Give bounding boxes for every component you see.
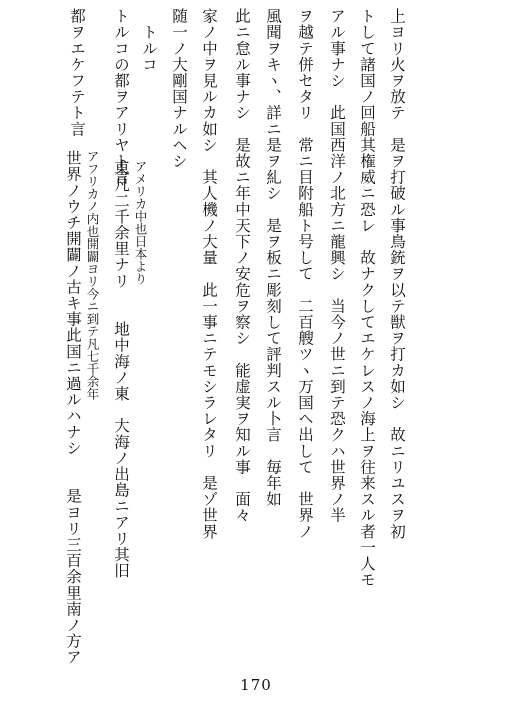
text-line-5: 風聞ヲキヽ、詳ニ是ヲ糺シ 是ヲ板ニ彫刻して評判スル卜言 毎年如	[264, 8, 282, 508]
page-number: 170	[240, 676, 272, 694]
text-line-8: 随一ノ大剛国ナルヘシ	[170, 8, 188, 169]
annotation-note-1: アメリカ中也日本より	[133, 160, 148, 285]
text-line-13: 世界ノウチ開闢ノ古キ事此国ニ過ルハナシ 是ヨリ三百余里南ノ方ア	[64, 150, 82, 666]
text-line-12: 都ヲエケフテト言	[68, 8, 86, 137]
text-line-6: 此ニ怠ル事ナシ 是故ニ年中天下ノ安危ヲ察シ 能虚実ヲ知ル事 面々	[233, 8, 251, 524]
text-line-4: ヲ越テ併セタリ 常ニ目附船ト号して 二百艘ツヽ万国ヘ出して 世界ノ	[296, 8, 314, 540]
text-line-2: トして諸国ノ回船其権威ニ恐レ 故ナクしてエケレスノ海上ヲ往来スル者一人モ	[358, 8, 376, 588]
text-line-10: トルコの都ヲアリヤト言	[112, 8, 130, 186]
text-line-7: 家ノ中ヲ見ルカ如シ 其人機ノ大量 此一事ニテモシラレタリ 是ゾ世界	[200, 8, 218, 540]
text-line-1: 上ヨリ火ヲ放テ 是ヲ打破ル事鳥銃ヲ以テ獣ヲ打カ如シ 故ニリユスヲ初	[388, 8, 406, 540]
text-line-3: アル事ナシ 此国西洋ノ北方ニ龍興シ 当今ノ世ニ到テ恐クハ世界ノ半	[328, 8, 346, 524]
annotation-note-2: アフリカノ内也開闢ヨリ今ニ到テ凡七千余年	[85, 150, 100, 400]
section-heading-turkey: トルコ	[140, 8, 158, 73]
text-line-11: 東凡二千余里ナリ 地中海ノ東 大海ノ出島ニアリ其旧	[112, 160, 130, 579]
